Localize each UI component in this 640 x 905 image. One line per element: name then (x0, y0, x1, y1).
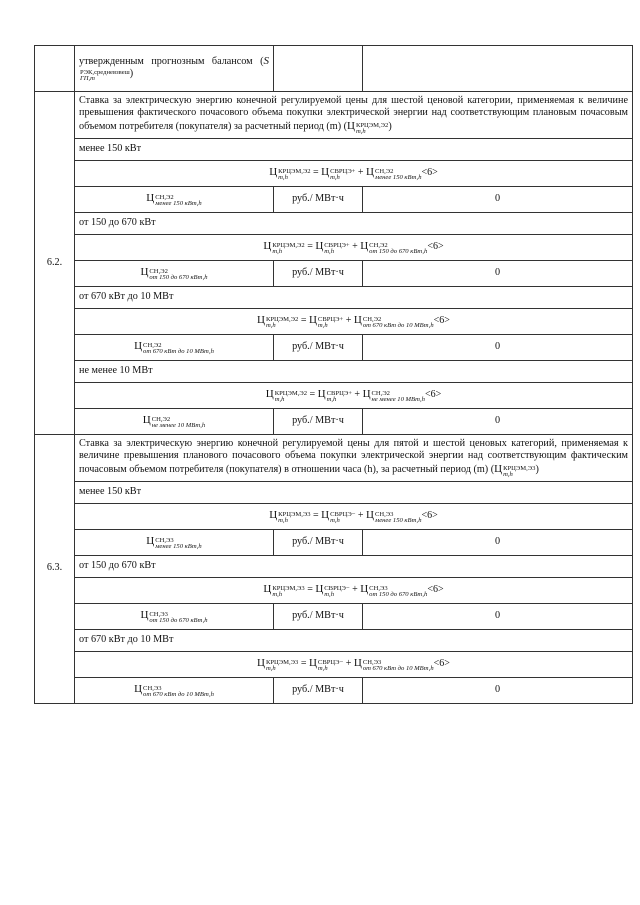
group-label-row (35, 360, 633, 382)
formula-lhs-sup: КРЦЭМ,Э2 (278, 167, 311, 175)
section-title-cell (75, 92, 633, 139)
formula-term1-sup: СВРЦЭ− (324, 584, 350, 592)
formula-cell: Ц КРЦЭМ,Э2 m,h = Ц СВРЦЭ+ m,h + Ц СН,Э2 менее 150 кВт,h <6> (75, 160, 633, 186)
formula-tail: <6> (427, 583, 444, 595)
rate-sub: не менее 10 МВт,h (151, 421, 206, 429)
section-header-row-6.2 (35, 92, 633, 139)
section-title-close: ) (388, 120, 392, 132)
rate-row (35, 529, 633, 555)
formula-term1-sub: m,h (324, 590, 334, 598)
rate-sup: СН,Э2 (149, 267, 168, 275)
rate-symbol-cell (75, 529, 274, 555)
formula-cell: Ц КРЦЭМ,Э2 m,h = Ц СВРЦЭ+ m,h + Ц СН,Э2 от 670 кВт до 10 МВт,h <6> (75, 308, 633, 334)
formula-tail: <6> (424, 388, 442, 400)
formula-term2-sup: СН,Э3 (369, 584, 388, 592)
formula-term1-sup: СВРЦЭ+ (317, 315, 344, 323)
formula-cell: Ц КРЦЭМ,Э3 m,h = Ц СВРЦЭ− m,h + Ц СН,Э3 от 670 кВт до 10 МВт,h <6> (75, 651, 633, 677)
formula-term2-sub: менее 150 кВт,h (374, 516, 422, 524)
formula-term2-sup: СН,Э3 (374, 510, 394, 518)
formula-lhs-symbol: Ц (269, 165, 278, 178)
formula-term1-sup: СВРЦЭ− (330, 510, 356, 518)
formula-cell: Ц КРЦЭМ,Э3 m,h = Ц СВРЦЭ− m,h + Ц СН,Э3 менее 150 кВт,h <6> (75, 503, 633, 529)
rate-sup: СН,Э3 (155, 536, 174, 544)
formula-term2-sup: СН,Э2 (362, 315, 382, 323)
group-label-row (35, 286, 633, 308)
formula-lhs-symbol: Ц (265, 387, 274, 400)
formula-tail: <6> (433, 314, 450, 326)
unit-cell: руб./ МВт·ч (274, 186, 363, 212)
formula-term1-symbol: Ц (315, 239, 324, 252)
formula-term1-symbol: Ц (315, 582, 324, 595)
tariff-table-body (35, 46, 633, 704)
formula-lhs-symbol: Ц (257, 656, 265, 669)
formula-term2-sub: от 670 кВт до 10 МВт,h (362, 664, 434, 672)
formula-term2-sub: от 670 кВт до 10 МВт,h (362, 321, 434, 329)
formula-term1-symbol: Ц (308, 656, 317, 669)
formula-lhs-sup: КРЦЭМ,Э3 (278, 510, 311, 518)
formula-term1-sup: СВРЦЭ− (317, 658, 344, 666)
formula-tail: <6> (421, 509, 438, 521)
continuation-text-cell (75, 46, 274, 92)
rate-row (35, 260, 633, 286)
balance-symbol-sub: ГП,m (80, 75, 95, 83)
section-title: Ставка за электрическую энергию конечной регулируемой цены для шестой ценовой категории, применяемая к величине превышения фактического почасового объема покупки электрической энергии над соответствующим плановым почасовым объемом потребителя (покупателя) за расчетный период (m) ( (79, 95, 628, 132)
value-cell: 0 (363, 408, 633, 434)
group-label: менее 150 кВт (75, 138, 633, 160)
formula-term2-symbol: Ц (360, 582, 369, 595)
formula-row (35, 503, 633, 529)
formula-term1-sub: m,h (330, 173, 340, 181)
rate-symbol: Ц (146, 534, 155, 547)
formula-tail: <6> (421, 166, 438, 178)
unit-cell (274, 46, 363, 92)
formula-term2-symbol: Ц (353, 313, 362, 326)
rate-row (35, 677, 633, 703)
section-title-symbol: Ц (494, 462, 503, 475)
rate-sup: СН,Э2 (155, 193, 174, 201)
formula-lhs-symbol: Ц (257, 313, 265, 326)
rate-sup: СН,Э2 (151, 415, 171, 423)
formula-cell: Ц КРЦЭМ,Э3 m,h = Ц СВРЦЭ− m,h + Ц СН,Э3 от 150 до 670 кВт,h <6> (75, 577, 633, 603)
formula-term1-sup: СВРЦЭ+ (330, 167, 356, 175)
formula-lhs-symbol: Ц (263, 582, 272, 595)
value-cell: 0 (363, 260, 633, 286)
formula-lhs-sub: m,h (274, 395, 285, 403)
formula-lhs-sup: КРЦЭМ,Э2 (265, 315, 299, 323)
formula-lhs-sup: КРЦЭМ,Э2 (272, 241, 305, 249)
value-cell: 0 (363, 186, 633, 212)
formula-row (35, 651, 633, 677)
group-label-row (35, 481, 633, 503)
unit-cell: руб./ МВт·ч (274, 334, 363, 360)
rate-row (35, 334, 633, 360)
balance-symbol-sup: РЭК,средневзвеш (80, 69, 130, 77)
group-label-row (35, 212, 633, 234)
rate-sub: менее 150 кВт,h (155, 542, 202, 550)
formula-lhs-sub: m,h (278, 516, 288, 524)
section-title-sub: m,h (355, 127, 366, 135)
formula-row (35, 308, 633, 334)
section-header-row-6.3 (35, 434, 633, 481)
rate-symbol: Ц (140, 608, 149, 621)
formula-term2-sup: СН,Э3 (362, 658, 382, 666)
formula-term2-sup: СН,Э2 (369, 241, 388, 249)
value-cell: 0 (363, 603, 633, 629)
group-label: не менее 10 МВт (75, 360, 633, 382)
continuation-text: утвержденным прогнозным балансом ( (79, 55, 264, 67)
rate-symbol-cell (75, 677, 274, 703)
number-cell (35, 46, 75, 92)
formula-term2-symbol: Ц (366, 165, 374, 178)
rate-row (35, 603, 633, 629)
rate-symbol-cell (75, 334, 274, 360)
formula-term1-symbol: Ц (317, 387, 326, 400)
formula-lhs-symbol: Ц (263, 239, 272, 252)
rate-row (35, 408, 633, 434)
formula-lhs-symbol: Ц (269, 508, 278, 521)
formula-tail: <6> (427, 240, 444, 252)
formula-row (35, 382, 633, 408)
unit-cell: руб./ МВт·ч (274, 260, 363, 286)
section-title-symbol: Ц (347, 119, 355, 132)
formula-term2-sub: от 150 до 670 кВт,h (369, 590, 428, 598)
formula-lhs-sub: m,h (272, 247, 283, 255)
formula-lhs-sub: m,h (272, 590, 283, 598)
formula-lhs-sub: m,h (265, 321, 276, 329)
formula-term2-symbol: Ц (360, 239, 369, 252)
value-cell: 0 (363, 529, 633, 555)
rate-sup: СН,Э2 (143, 341, 162, 349)
formula-tail: <6> (433, 657, 450, 669)
rate-sup: СН,Э3 (149, 610, 168, 618)
formula-row (35, 234, 633, 260)
tariff-table (34, 45, 633, 704)
formula-term2-symbol: Ц (353, 656, 362, 669)
rate-symbol: Ц (142, 413, 151, 426)
value-cell (363, 46, 633, 92)
unit-cell: руб./ МВт·ч (274, 529, 363, 555)
rate-symbol: Ц (146, 191, 155, 204)
rate-row (35, 186, 633, 212)
group-label-row (35, 138, 633, 160)
formula-lhs-sub: m,h (265, 664, 276, 672)
formula-term1-symbol: Ц (321, 508, 330, 521)
group-label-row (35, 629, 633, 651)
rate-sub: от 150 до 670 кВт,h (149, 616, 208, 624)
continuation-close: ) (129, 68, 134, 80)
unit-cell: руб./ МВт·ч (274, 603, 363, 629)
rate-symbol-cell (75, 260, 274, 286)
formula-term2-sub: от 150 до 670 кВт,h (369, 247, 428, 255)
formula-lhs-sup: КРЦЭМ,Э3 (265, 658, 299, 666)
rate-sub: от 670 кВт до 10 МВт,h (143, 690, 214, 698)
formula-term2-symbol: Ц (366, 508, 374, 521)
table-row-continuation (35, 46, 633, 92)
group-label: от 670 кВт до 10 МВт (75, 629, 633, 651)
formula-term2-symbol: Ц (362, 387, 371, 400)
section-title: Ставка за электрическую энергию конечной регулируемой цены для пятой и шестой ценовых категорий, применяемая к величине превышения планового почасового объема покупки электрической энергии над соответствующим фактическим почасовым объемом потребителя (покупателя) в отношении часа (h), за расчетный период (m) ( (79, 437, 628, 475)
group-label: от 150 до 670 кВт (75, 212, 633, 234)
section-title-sup: КРЦЭМ,Э2 (355, 121, 389, 129)
formula-term1-sub: m,h (324, 247, 334, 255)
group-label: менее 150 кВт (75, 481, 633, 503)
unit-cell: руб./ МВт·ч (274, 677, 363, 703)
section-number: 6.2. (35, 92, 75, 435)
formula-term1-symbol: Ц (308, 313, 317, 326)
rate-sup: СН,Э3 (143, 684, 162, 692)
rate-symbol: Ц (134, 339, 143, 352)
balance-symbol: S (263, 54, 269, 67)
formula-term2-sup: СН,Э2 (374, 167, 394, 175)
unit-cell: руб./ МВт·ч (274, 408, 363, 434)
formula-row (35, 577, 633, 603)
value-cell: 0 (363, 677, 633, 703)
rate-symbol-cell (75, 186, 274, 212)
formula-lhs-sup: КРЦЭМ,Э3 (272, 584, 305, 592)
rate-sub: от 150 до 670 кВт,h (149, 273, 208, 281)
formula-term1-sup: СВРЦЭ+ (324, 241, 350, 249)
group-label: от 150 до 670 кВт (75, 555, 633, 577)
formula-term1-sub: m,h (317, 321, 328, 329)
formula-term2-sup: СН,Э2 (371, 389, 390, 397)
formula-term1-sub: m,h (317, 664, 328, 672)
rate-symbol-cell (75, 408, 274, 434)
formula-term1-sup: СВРЦЭ+ (326, 389, 352, 397)
rate-sub: от 670 кВт до 10 МВт,h (143, 347, 214, 355)
group-label: от 670 кВт до 10 МВт (75, 286, 633, 308)
section-title-sup: КРЦЭМ,Э3 (503, 464, 536, 472)
rate-sub: менее 150 кВт,h (155, 199, 202, 207)
section-title-close: ) (535, 463, 539, 475)
section-title-cell (75, 434, 633, 481)
formula-term1-sub: m,h (326, 395, 337, 403)
section-number: 6.3. (35, 434, 75, 703)
rate-symbol: Ц (140, 265, 149, 278)
formula-term2-sub: не менее 10 МВт,h (371, 395, 425, 403)
rate-symbol-cell (75, 603, 274, 629)
formula-cell: Ц КРЦЭМ,Э2 m,h = Ц СВРЦЭ+ m,h + Ц СН,Э2 не менее 10 МВт,h <6> (75, 382, 633, 408)
formula-lhs-sub: m,h (278, 173, 288, 181)
formula-term2-sub: менее 150 кВт,h (374, 173, 422, 181)
value-cell: 0 (363, 334, 633, 360)
group-label-row (35, 555, 633, 577)
formula-lhs-sup: КРЦЭМ,Э2 (274, 389, 308, 397)
formula-term1-sub: m,h (330, 516, 340, 524)
section-title-sub: m,h (503, 470, 513, 478)
formula-term1-symbol: Ц (321, 165, 330, 178)
formula-cell: Ц КРЦЭМ,Э2 m,h = Ц СВРЦЭ+ m,h + Ц СН,Э2 от 150 до 670 кВт,h <6> (75, 234, 633, 260)
formula-row (35, 160, 633, 186)
rate-symbol: Ц (134, 682, 143, 695)
